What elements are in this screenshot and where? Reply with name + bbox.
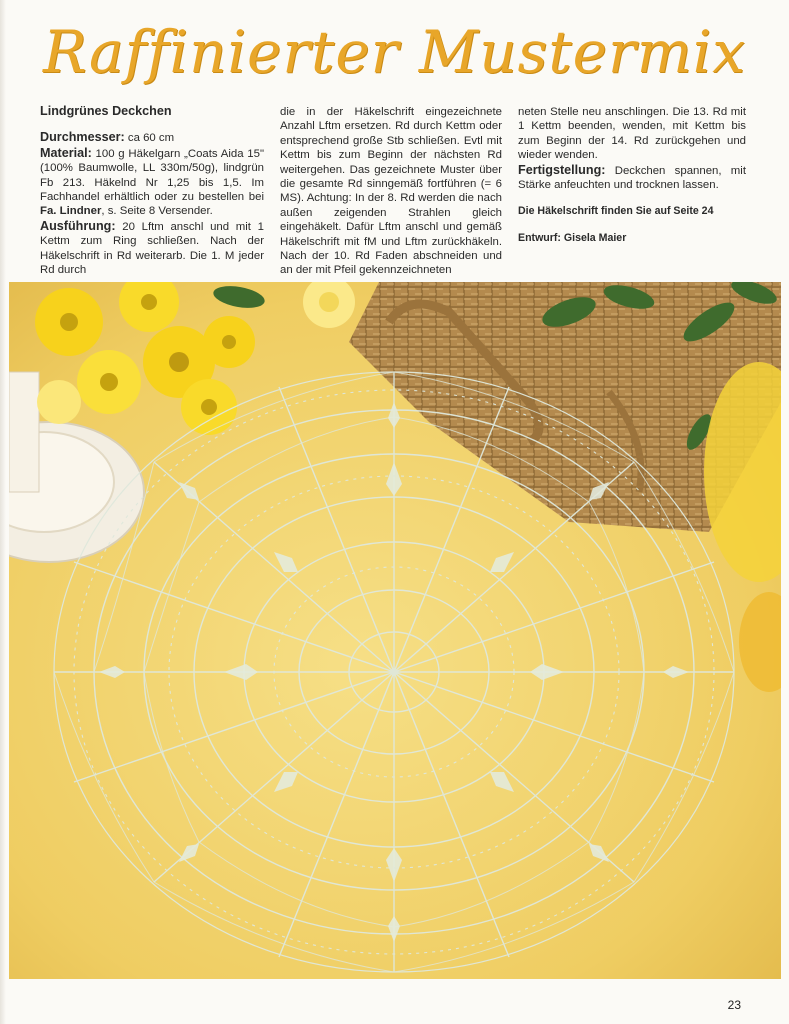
material-vendor: Fa. Lindner: [40, 205, 102, 218]
text-column-1: [40, 104, 264, 277]
page-binding-edge: [0, 0, 6, 1024]
material-text: 100 g Häkelgarn „Coats Aida 15" (100% Baumwolle, LL 330m/50g), lindgrün Fb 213. Häkelnd Nr 1,25 bis 1,5. Im Fachhandel erhältlich oder zu bestellen bei: [40, 147, 264, 204]
execution-text: 20 Lftm anschl und mit 1 Kettm zum Ring schließen. Nach der Häkelschrift in Rd weiterarb. Die 1. M jeder Rd durch: [40, 220, 264, 277]
text-column-2: [280, 105, 502, 278]
instructions-continued: die in der Häkelschrift eingezeichnete Anzahl Lftm ersetzen. Rd durch Kettm oder entsprechend große Stb schließen. Evtl mit Kettm bis zum Beginn der nächsten Rd weitergehen. Das gezeichnete Muster über die gesamte Rd sinngemäß fortführen (= 6 MS). Achtung: In der 8. Rd werden die nach außen zeigenden Strahlen gleich eingehäkelt. Dafür Lftm anschl und gemäß Häkelschrift mit fM und Lftm zurückhäkeln. Nach der 10. Rd Faden abschneiden und an der mit Pfeil gekennzeichneten: [280, 106, 502, 277]
material-label: Material:: [40, 145, 92, 160]
page-title: Raffinierter Mustermix: [43, 18, 746, 86]
item-heading: Lindgrünes Deckchen: [40, 104, 172, 118]
finishing-text: Deckchen spannen, mit Stärke anfeuchten und trocknen lassen.: [518, 164, 746, 192]
instructions-end: neten Stelle neu anschlingen. Die 13. Rd mit 1 Kettm beenden, wenden, mit Kettm bis zum Beginn der 14. Rd zurückgehen und wieder wenden.: [518, 106, 746, 162]
finishing-paragraph: [518, 163, 746, 193]
page-number: 23: [727, 998, 741, 1012]
execution-paragraph: [40, 219, 264, 278]
execution-label: Ausführung:: [40, 218, 116, 233]
text-column-3: [518, 105, 746, 245]
doily-photo-illustration: [9, 282, 781, 979]
material-tail: , s. Seite 8 Versender.: [101, 205, 213, 218]
doily-photo: [9, 282, 781, 979]
diameter-label: Durchmesser:: [40, 130, 125, 145]
diameter-paragraph: [40, 130, 264, 145]
design-credit: Entwurf: Gisela Maier: [518, 231, 627, 244]
material-paragraph: [40, 146, 264, 219]
chart-reference-note: Die Häkelschrift finden Sie auf Seite 24: [518, 205, 714, 218]
diameter-value: ca 60 cm: [124, 132, 175, 145]
finishing-label: Fertigstellung:: [518, 162, 606, 177]
